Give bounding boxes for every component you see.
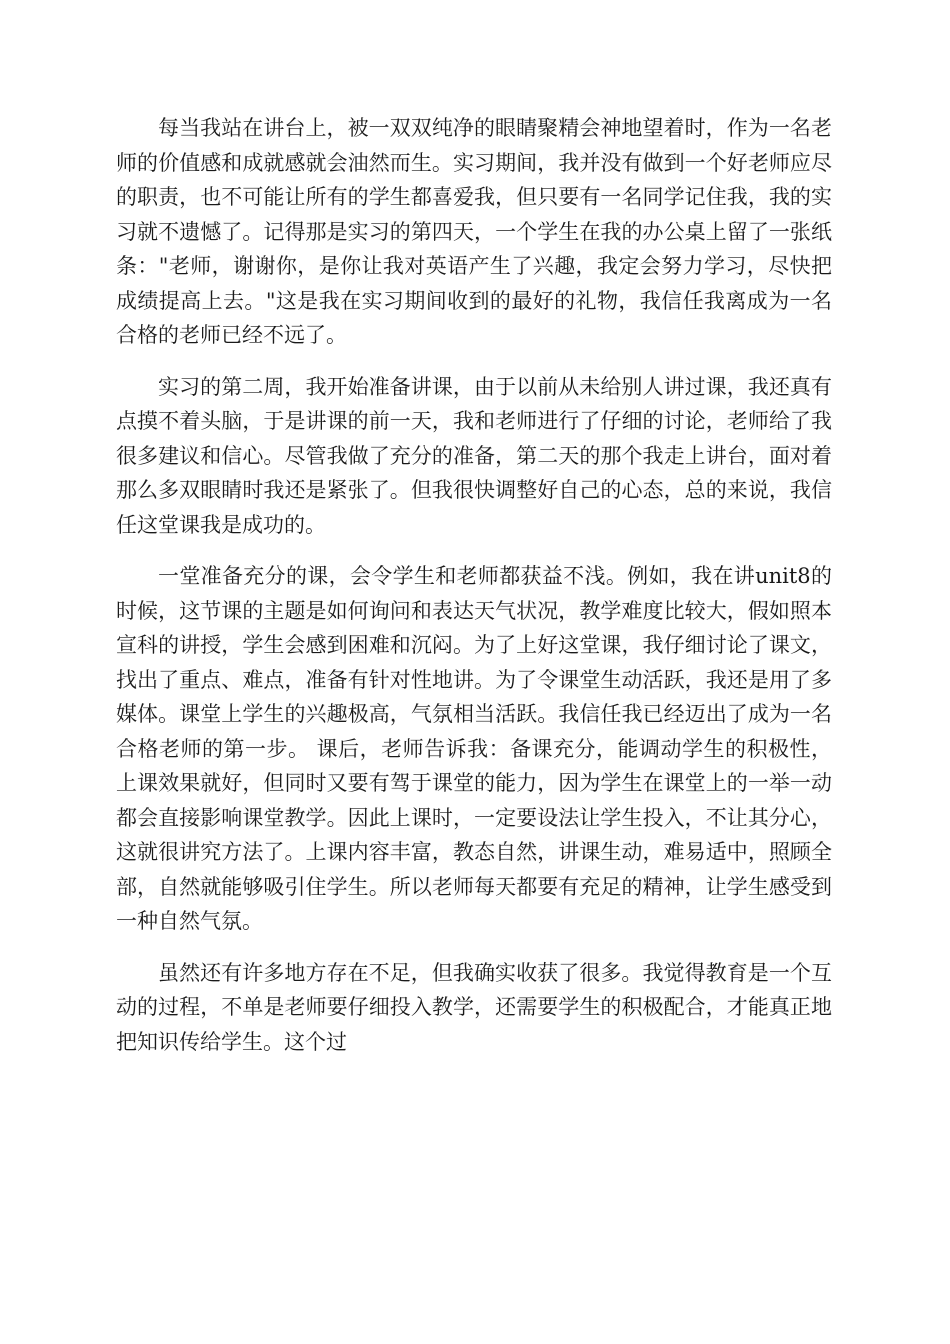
paragraph-1: 每当我站在讲台上，被一双双纯净的眼睛聚精会神地望着时，作为一名老师的价值感和成就感就会油然而生。实习期间，我并没有做到一个好老师应尽的职责，也不可能让所有的学生都喜爱我，但只要有一名同学记住我，我的实习就不遗憾了。记得那是实习的第四天，一个学生在我的办公桌上留了一张纸条："老师，谢谢你，是你让我对英语产生了兴趣，我定会努力学习，尽快把成绩提高上去。"这是我在实习期间收到的最好的礼物，我信任我离成为一名合格的老师已经不远了。 [116, 116, 832, 347]
document-page [116, 111, 832, 1076]
paragraph-2: 实习的第二周，我开始准备讲课，由于以前从未给别人讲过课，我还真有点摸不着头脑，于是讲课的前一天，我和老师进行了仔细的讨论，老师给了我很多建议和信心。尽管我做了充分的准备，第二天的那个我走上讲台，面对着那么多双眼睛时我还是紧张了。但我很快调整好自己的心态，总的来说，我信任这堂课我是成功的。 [116, 374, 832, 537]
paragraph-4: 虽然还有许多地方存在不足，但我确实收获了很多。我觉得教育是一个互动的过程，不单是老师要仔细投入教学，还需要学生的积极配合，才能真正地把知识传给学生。这个过 [116, 960, 832, 1054]
paragraph-3: 一堂准备充分的课，会令学生和老师都获益不浅。例如，我在讲unit8的时候，这节课的主题是如何询问和表达天气状况，教学难度比较大，假如照本宣科的讲授，学生会感到困难和沉闷。为了上好这堂课，我仔细讨论了课文，找出了重点、难点，准备有针对性地讲。为了令课堂生动活跃，我还是用了多媒体。课堂上学生的兴趣极高，气氛相当活跃。我信任我已经迈出了成为一名合格老师的第一步。 课后，老师告诉我：备课充分，能调动学生的积极性，上课效果就好，但同时又要有驾于课堂的能力，因为学生在课堂上的一举一动都会直接影响课堂教学。因此上课时，一定要设法让学生投入，不让其分心，这就很讲究方法了。上课内容丰富，教态自然，讲课生动，难易适中，照顾全部，自然就能够吸引住学生。所以老师每天都要有充足的精神，让学生感受到一种自然气氛。 [116, 564, 832, 933]
